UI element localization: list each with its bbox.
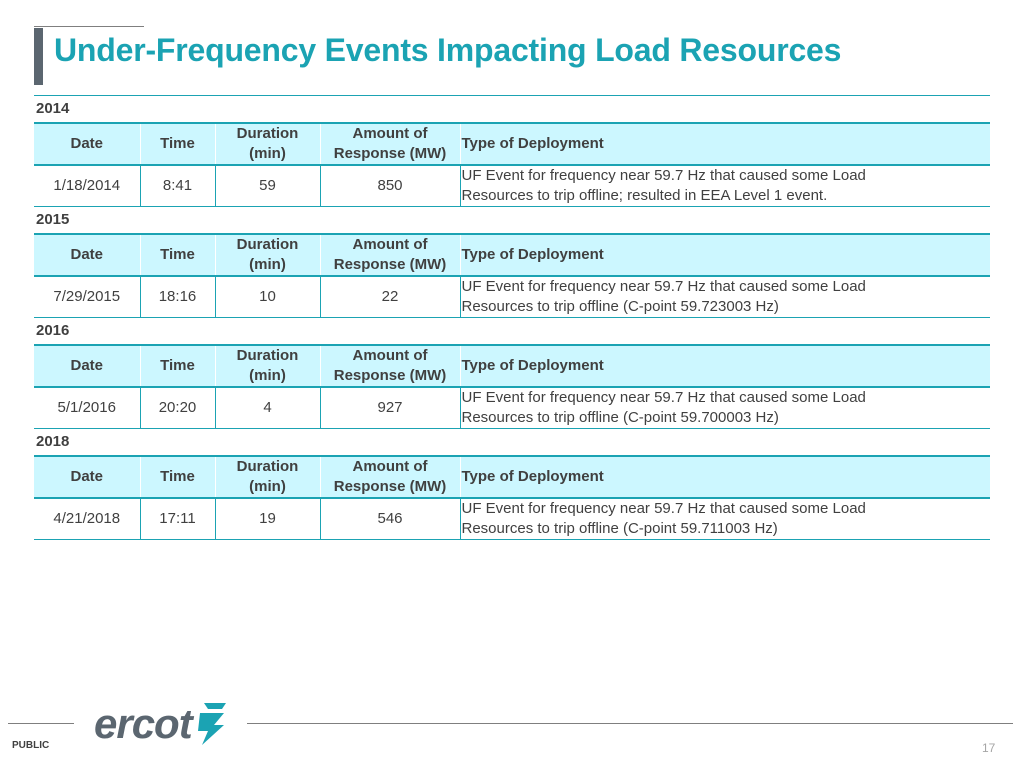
type-line-2: Resources to trip offline (C-point 59.711003 Hz) [461,520,778,537]
cell-amount: 546 [320,498,460,540]
table-header-row [34,345,990,387]
events-table [34,344,990,429]
header-amount [320,234,460,276]
type-line-2: Resources to trip offline; resulted in EEA Level 1 event. [461,187,828,204]
year-section [34,429,990,540]
header-type: Type of Deployment [460,345,990,387]
header-duration [215,456,320,498]
header-type: Type of Deployment [460,123,990,165]
header-duration [215,234,320,276]
cell-duration: 19 [215,498,320,540]
ercot-logo [94,700,228,748]
cell-date: 1/18/2014 [53,177,121,194]
cell-type [460,387,990,429]
header-duration-text: Duration (min) [236,347,299,384]
title-accent-bar [34,28,43,85]
year-label: 2016 [36,322,70,339]
cell-duration: 10 [215,276,320,318]
header-amount-text: Amount of Response (MW) [333,236,447,273]
page-number: 17 [982,741,996,755]
type-line-1: UF Event for frequency near 59.7 Hz that caused some Load [461,167,866,184]
header-duration-text: Duration (min) [236,236,299,273]
header-type: Type of Deployment [460,456,990,498]
type-line-1: UF Event for frequency near 59.7 Hz that caused some Load [461,500,866,517]
type-line-2: Resources to trip offline (C-point 59.700003 Hz) [461,409,779,426]
footer-rule-right [247,723,1013,724]
table-row [34,276,990,318]
type-line-1: UF Event for frequency near 59.7 Hz that caused some Load [461,278,866,295]
cell-date: 4/21/2018 [53,510,121,527]
cell-type [460,498,990,540]
header-duration [215,345,320,387]
header-time: Time [140,234,215,276]
cell-amount: 22 [320,276,460,318]
events-table [34,233,990,318]
events-content [34,95,990,540]
page-title: Under-Frequency Events Impacting Load Resources [54,32,842,68]
cell-duration: 4 [215,387,320,429]
header-amount-text: Amount of Response (MW) [333,125,447,162]
header-time: Time [140,123,215,165]
cell-time: 17:11 [140,498,215,540]
header-date: Date [70,135,103,152]
footer-rule-left [8,723,74,724]
cell-amount: 927 [320,387,460,429]
header-time: Time [140,456,215,498]
ercot-bolt-icon [194,701,228,747]
events-table [34,455,990,540]
table-row [34,387,990,429]
header-type: Type of Deployment [460,234,990,276]
cell-time: 18:16 [140,276,215,318]
year-section [34,207,990,318]
header-date: Date [70,357,103,374]
top-rule [34,26,144,27]
table-header-row [34,456,990,498]
cell-time: 20:20 [140,387,215,429]
events-table [34,122,990,207]
table-row [34,165,990,207]
cell-type [460,276,990,318]
header-time: Time [140,345,215,387]
cell-date: 7/29/2015 [53,288,121,305]
header-date: Date [70,468,103,485]
year-label: 2014 [36,100,70,117]
table-row [34,498,990,540]
cell-date: 5/1/2016 [57,399,116,416]
year-label: 2018 [36,433,70,450]
header-amount-text: Amount of Response (MW) [333,458,447,495]
type-line-1: UF Event for frequency near 59.7 Hz that caused some Load [461,389,866,406]
header-amount [320,345,460,387]
header-duration [215,123,320,165]
cell-amount: 850 [320,165,460,207]
table-header-row [34,123,990,165]
classification-label: PUBLIC [12,740,50,751]
year-label: 2015 [36,211,70,228]
type-line-2: Resources to trip offline (C-point 59.723003 Hz) [461,298,779,315]
year-section [34,96,990,207]
header-date: Date [70,246,103,263]
table-header-row [34,234,990,276]
cell-duration: 59 [215,165,320,207]
header-duration-text: Duration (min) [236,125,299,162]
cell-type [460,165,990,207]
logo-wordmark: ercot [94,700,192,747]
cell-time: 8:41 [140,165,215,207]
header-amount [320,456,460,498]
year-section [34,318,990,429]
header-amount [320,123,460,165]
header-amount-text: Amount of Response (MW) [333,347,447,384]
header-duration-text: Duration (min) [236,458,299,495]
